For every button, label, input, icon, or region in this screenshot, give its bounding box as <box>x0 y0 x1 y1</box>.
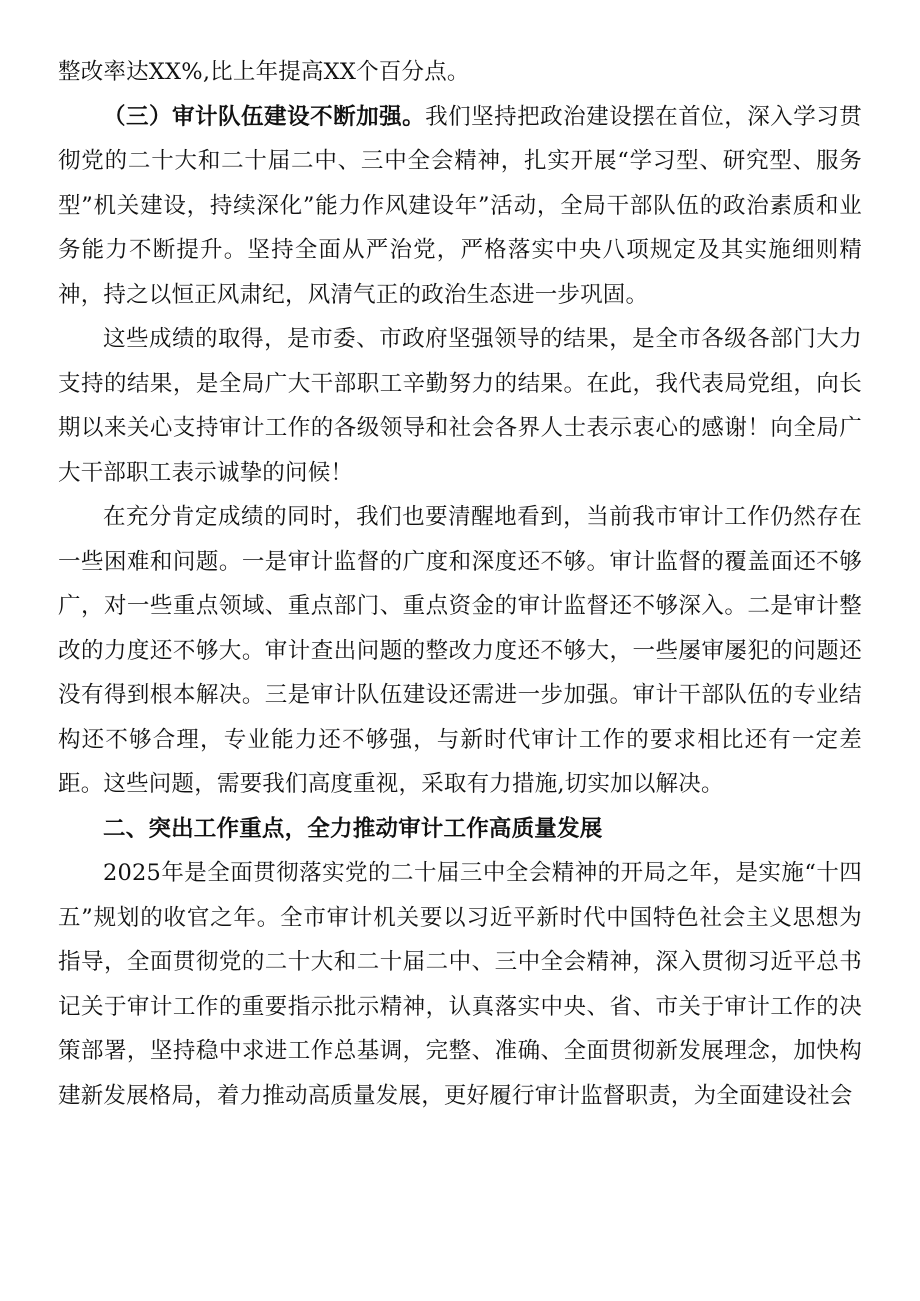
subheading-audit-team: （三）审计队伍建设不断加强。 <box>103 103 426 130</box>
paragraph-rectification-rate: 整改率达XX%,比上年提高XX个百分点。 <box>58 59 470 85</box>
section-heading: 二、突出工作重点，全力推动审计工作高质量发展 <box>103 815 603 842</box>
paragraph-audit-team-body: 我们坚持把政治建设摆在首位，深入学习贯彻党的二十大和二十届二中、三中全会精神，扎实开展“学习型、研究型、服务型”机关建设，持续深化”能力作风建设年”活动，全局干部队伍的政治素质和业务能力不断提升。坚持全面从严治党，严格落实中央八项规定及其实施细则精神，持之以恒正风肃纪，风清气正的政治生态进一步巩固。 <box>58 103 862 308</box>
paragraph-2025-goals: 2025年是全面贯彻落实党的二十届三中全会精神的开局之年，是实施“十四五”规划的收官之年。全市审计机关要以习近平新时代中国特色社会主义思想为指导，全面贯彻党的二十大和二十届二中、三中全会精神，深入贯彻习近平总书记关于审计工作的重要指示批示精神，认真落实中央、省、市关于审计工作的决策部署，坚持稳中求进工作总基调，完整、准确、全面贯彻新发展理念，加快构建新发展格局，着力推动高质量发展，更好履行审计监督职责，为全面建设社会 <box>58 860 862 1109</box>
paragraph-problems: 在充分肯定成绩的同时，我们也要清醒地看到，当前我市审计工作仍然存在一些困难和问题。一是审计监督的广度和深度还不够。审计监督的覆盖面还不够广，对一些重点领域、重点部门、重点资金的审计监督还不够深入。二是审计整改的力度还不够大。审计查出问题的整改力度还不够大，一些屡审屡犯的问题还没有得到根本解决。三是审计队伍建设还需进一步加强。审计干部队伍的专业结构还不够合理，专业能力还不够强，与新时代审计工作的要求相比还有一定差距。这些问题，需要我们高度重视，采取有力措施,切实加以解决。 <box>58 504 862 797</box>
paragraph-audit-team <box>58 95 862 318</box>
paragraph-acknowledgement: 这些成绩的取得，是市委、市政府坚强领导的结果，是全市各级各部门大力支持的结果，是全局广大干部职工辛勤努力的结果。在此，我代表局党组，向长期以来关心支持审计工作的各级领导和社会各界人士表示衷心的感谢！向全局广大干部职工表示诚挚的问候！ <box>58 326 862 486</box>
